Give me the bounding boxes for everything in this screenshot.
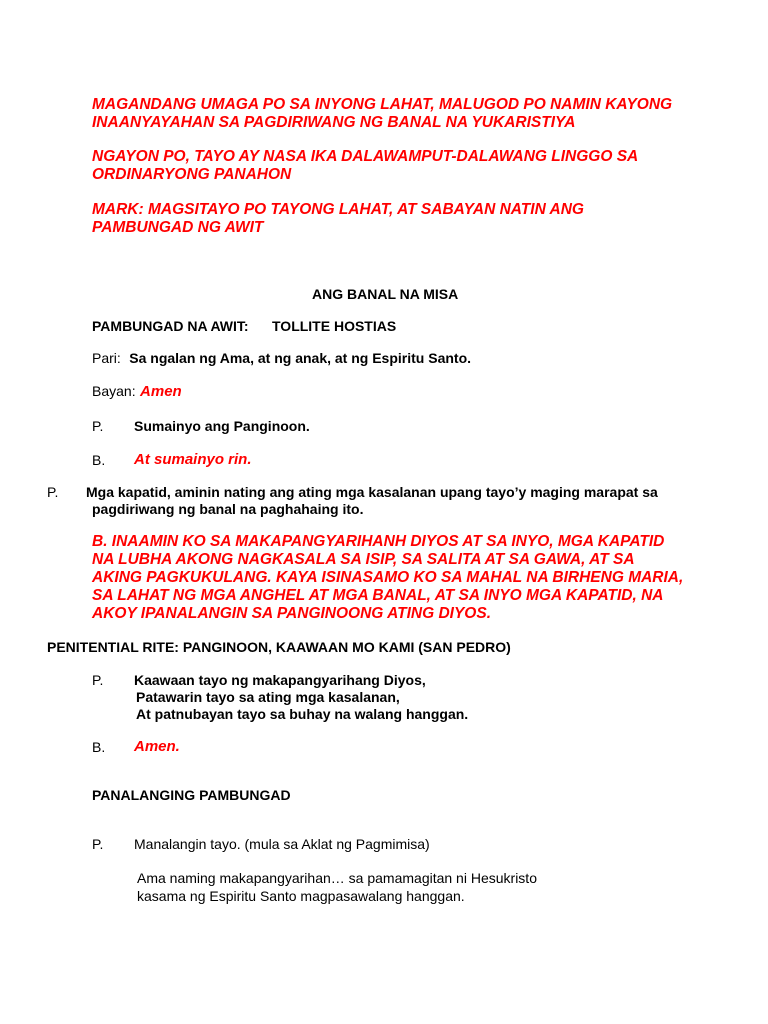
penitential-rite-title: PENITENTIAL RITE: PANGINOON, KAAWAAN MO KAMI (SAN PEDRO) (47, 639, 511, 655)
confiteor-line-3: AKING PAGKUKULANG. KAYA ISINASAMO KO SA MAHAL NA BIRHENG MARIA, (92, 569, 684, 586)
mass-title: ANG BANAL NA MISA (312, 286, 459, 302)
prayer-line-2: kasama ng Espiritu Santo magpasawalang hanggan. (137, 888, 465, 904)
confess-line-1: Mga kapatid, aminin nating ang ating mga kasalanan upang tayo’y maging marapat sa (86, 484, 658, 500)
absolution-p-label: P. (92, 672, 104, 688)
confiteor-line-1: B. INAAMIN KO SA MAKAPANGYARIHANH DIYOS AT SA INYO, MGA KAPATID (92, 533, 665, 550)
greeting-paragraph (92, 96, 672, 132)
absolution-line-2: Patawarin tayo sa ating mga kasalanan, (136, 689, 400, 705)
confiteor-line-5: AKOY IPANALANGIN SA PANGINOONG ATING DIYOS. (92, 605, 492, 622)
mark-line-2: PAMBUNGAD NG AWIT (92, 219, 264, 236)
mark-paragraph (92, 201, 584, 237)
bayan-line (92, 383, 182, 401)
sunday-line-2: ORDINARYONG PANAHON (92, 166, 292, 183)
absolution-line-3: At patnubayan tayo sa buhay na walang hanggan. (136, 706, 469, 722)
confiteor-line-4: SA LAHAT NG MGA ANGHEL AT MGA BANAL, AT SA INYO MGA KAPATID, NA (92, 587, 664, 604)
absolution-b-label: B. (92, 739, 106, 755)
greeting-b-text: At sumainyo rin. (134, 451, 252, 468)
greeting-p-label: P. (92, 418, 104, 434)
pari-label: Pari: (92, 350, 121, 366)
confiteor-paragraph (92, 533, 683, 623)
confiteor-line-2: NA LUBHA AKONG NAGKASALA SA ISIP, SA SALITA AT SA GAWA, AT SA (92, 551, 635, 568)
absolution-b-text: Amen. (134, 738, 180, 755)
absolution-text (134, 672, 468, 723)
prayer-line-1: Ama naming makapangyarihan… sa pamamagitan ni Hesukristo (137, 870, 537, 886)
opening-prayer-p-label: P. (92, 836, 104, 852)
confess-line-2: pagdiriwang ng banal na paghahaing ito. (92, 501, 364, 517)
entrance-song-label: PAMBUNGAD NA AWIT: (92, 318, 249, 334)
greeting-b-label: B. (92, 452, 106, 468)
sunday-paragraph (92, 148, 638, 184)
opening-prayer-title: PANALANGING PAMBUNGAD (92, 787, 291, 803)
pari-text: Sa ngalan ng Ama, at ng anak, at ng Espiritu Santo. (129, 350, 472, 366)
absolution-line-1: Kaawaan tayo ng makapangyarihang Diyos, (134, 672, 426, 688)
greeting-p-text: Sumainyo ang Panginoon. (134, 418, 310, 434)
greeting-line-1: MAGANDANG UMAGA PO SA INYONG LAHAT, MALUGOD PO NAMIN KAYONG (92, 96, 673, 113)
confess-p-label: P. (47, 484, 59, 500)
entrance-song-title: TOLLITE HOSTIAS (272, 318, 397, 334)
greeting-line-2: INAANYAYAHAN SA PAGDIRIWANG NG BANAL NA YUKARISTIYA (92, 114, 576, 131)
bayan-response: Amen (140, 383, 182, 400)
prayer-text (137, 869, 537, 905)
confess-p-text (86, 484, 658, 518)
mark-line-1: MARK: MAGSITAYO PO TAYONG LAHAT, AT SABAYAN NATIN ANG (92, 201, 584, 218)
pari-line (92, 350, 471, 368)
opening-prayer-p-text: Manalangin tayo. (mula sa Aklat ng Pagmimisa) (134, 836, 430, 852)
bayan-label: Bayan: (92, 383, 136, 399)
sunday-line-1: NGAYON PO, TAYO AY NASA IKA DALAWAMPUT-DALAWANG LINGGO SA (92, 148, 639, 165)
